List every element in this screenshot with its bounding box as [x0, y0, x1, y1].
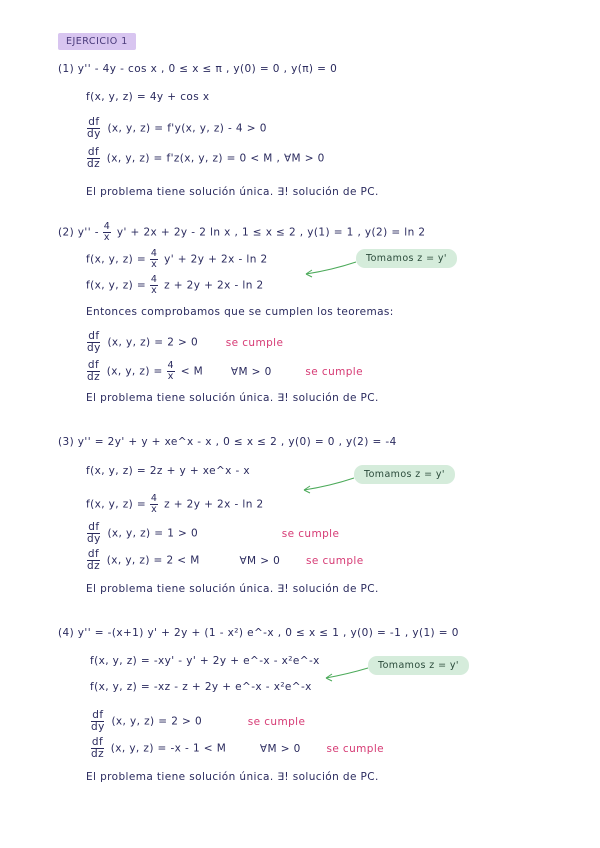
problem-1-df-dy: $\frac{df}{dy}$ (x, y, z) = f'y(x, y, z) - 4 > 0	[87, 116, 267, 141]
problem-2-f-line-substituted: f(x, y, z) = $\frac{4}{x}$ z + 2y + 2x - ln 2	[86, 274, 264, 296]
problem-3-statement: (3) y'' = 2y' + y + xe^x - x , 0 ≤ x ≤ 2 , y(0) = 0 , y(2) = -4	[58, 436, 397, 448]
problem-3-arrow-icon	[300, 476, 360, 506]
problem-2-check-text: Entonces comprobamos que se cumplen los teoremas:	[86, 306, 394, 318]
problem-2-substitution-callout: Tomamos z = y'	[356, 249, 457, 268]
problem-4-f-line-substituted: f(x, y, z) = -xz - z + 2y + e^-x - x²e^-x	[90, 681, 312, 693]
problem-4-df-dz-note: se cumple	[326, 742, 385, 755]
problem-3-df-dz-note: se cumple	[306, 554, 364, 567]
problem-4-f-line: f(x, y, z) = -xy' - y' + 2y + e^-x - x²e^-x	[90, 655, 320, 667]
problem-3-conclusion: El problema tiene solución única. ∃! solución de PC.	[86, 583, 379, 595]
problem-4-substitution-callout: Tomamos z = y'	[368, 656, 469, 675]
problem-3-substitution-callout: Tomamos z = y'	[354, 465, 455, 484]
problem-2-arrow-icon	[302, 260, 362, 290]
problem-4-df-dy-note: se cumple	[247, 715, 306, 728]
problem-2-df-dy: $\frac{df}{dy}$ (x, y, z) = 2 > 0 se cumple	[87, 330, 284, 355]
problem-1-df-dz: $\frac{df}{dz}$ (x, y, z) = f'z(x, y, z) = 0 < M , ∀M > 0	[87, 146, 325, 171]
problem-3-df-dy: $\frac{df}{dy}$ (x, y, z) = 1 > 0 se cumple	[87, 521, 340, 546]
problem-2-df-dz-note: se cumple	[305, 365, 363, 378]
problem-1-statement: (1) y'' - 4y - cos x , 0 ≤ x ≤ π , y(0) = 0 , y(π) = 0	[58, 63, 338, 75]
problem-4-statement: (4) y'' = -(x+1) y' + 2y + (1 - x²) e^-x , 0 ≤ x ≤ 1 , y(0) = -1 , y(1) = 0	[58, 627, 459, 639]
problem-4-arrow-icon	[322, 666, 372, 686]
problem-3-f-line: f(x, y, z) = 2z + y + xe^x - x	[86, 465, 251, 477]
problem-1-f-line: f(x, y, z) = 4y + cos x	[86, 91, 210, 103]
exercise-title: EJERCICIO 1	[58, 33, 136, 50]
problem-4-conclusion: El problema tiene solución única. ∃! solución de PC.	[86, 771, 379, 783]
problem-2-df-dz: $\frac{df}{dz}$ (x, y, z) = $\frac{4}{x}$ < M ∀M > 0 se cumple	[87, 359, 363, 384]
problem-3-df-dy-note: se cumple	[281, 527, 340, 540]
problem-2-statement: (2) y'' - $\frac{4}{x}$ y' + 2x + 2y - 2 ln x , 1 ≤ x ≤ 2 , y(1) = 1 , y(2) = ln 2	[58, 221, 426, 243]
problem-1-conclusion: El problema tiene solución única. ∃! solución de PC.	[86, 186, 379, 198]
problem-2-conclusion: El problema tiene solución única. ∃! solución de PC.	[86, 392, 379, 404]
problem-3-df-dz: $\frac{df}{dz}$ (x, y, z) = 2 < M ∀M > 0 se cumple	[87, 548, 364, 573]
problem-3-f-line-substituted: f(x, y, z) = $\frac{4}{x}$ z + 2y + 2x - ln 2	[86, 493, 264, 515]
problem-4-df-dz: $\frac{df}{dz}$ (x, y, z) = -x - 1 < M ∀M > 0 se cumple	[91, 736, 385, 761]
problem-2-f-line: f(x, y, z) = $\frac{4}{x}$ y' + 2y + 2x - ln 2	[86, 248, 268, 270]
problem-4-df-dy: $\frac{df}{dy}$ (x, y, z) = 2 > 0 se cumple	[91, 709, 306, 734]
problem-2-df-dy-note: se cumple	[225, 336, 284, 349]
